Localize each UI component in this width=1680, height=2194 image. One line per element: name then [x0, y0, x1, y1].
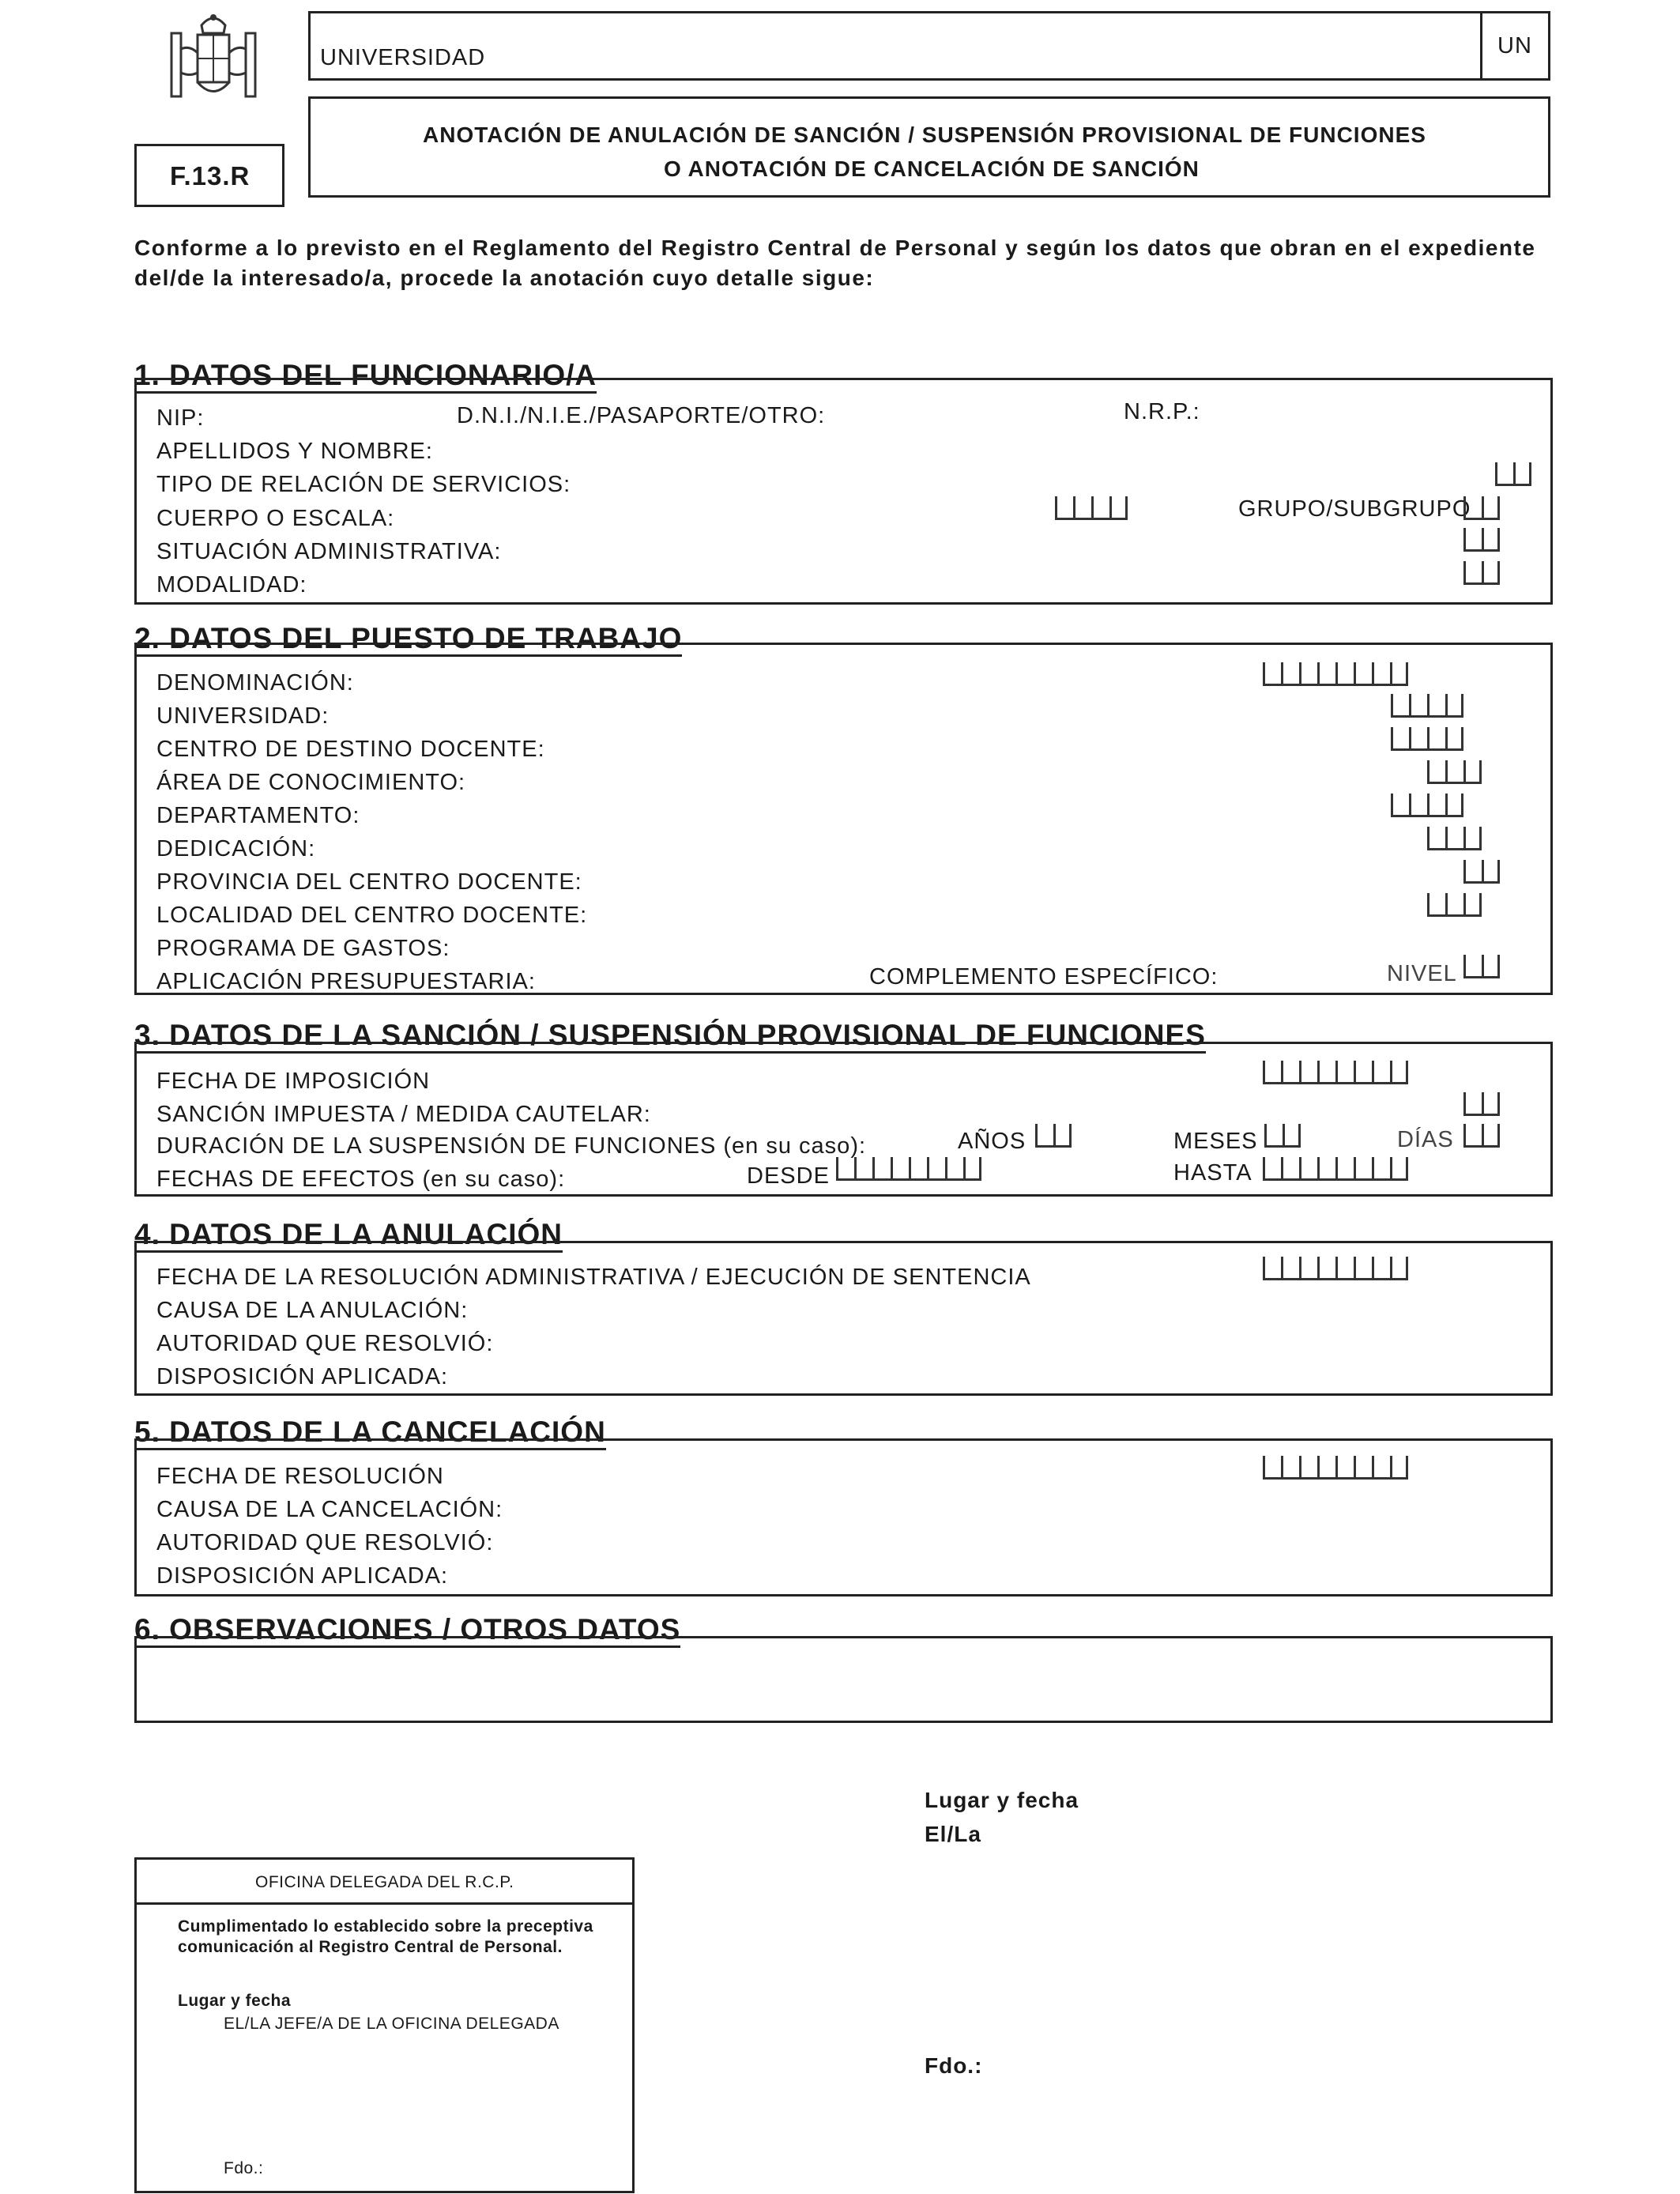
fecha-imposicion-boxes[interactable] — [1263, 1061, 1408, 1084]
anos-label: AÑOS — [958, 1129, 1026, 1154]
provincia-label: PROVINCIA DEL CENTRO DOCENTE: — [156, 869, 582, 895]
section3-title: 3. DATOS DE LA SANCIÓN / SUSPENSIÓN PROVISIONAL DE FUNCIONES — [134, 1020, 1206, 1054]
office-text1: Cumplimentado lo establecido sobre la preceptiva — [178, 1917, 593, 1936]
area-label: ÁREA DE CONOCIMIENTO: — [156, 770, 466, 795]
departamento-label: DEPARTAMENTO: — [156, 803, 360, 828]
section4-title: 4. DATOS DE LA ANULACIÓN — [134, 1219, 563, 1253]
fechas-label: FECHAS DE EFECTOS (en su caso): — [156, 1167, 566, 1192]
denominacion-boxes[interactable] — [1263, 662, 1408, 686]
el-la-label: El/La — [925, 1822, 981, 1846]
cuerpo-label: CUERPO O ESCALA: — [156, 506, 395, 531]
dni-label: D.N.I./N.I.E./PASAPORTE/OTRO: — [457, 403, 826, 428]
aplicacion-label: APLICACIÓN PRESUPUESTARIA: — [156, 969, 536, 994]
code-divider — [1480, 11, 1482, 81]
localidad-label: LOCALIDAD DEL CENTRO DOCENTE: — [156, 903, 588, 928]
university-field[interactable] — [308, 11, 1550, 81]
disposicion-cancelacion-label: DISPOSICIÓN APLICADA: — [156, 1563, 449, 1589]
desde-boxes[interactable] — [836, 1157, 981, 1181]
meses-boxes[interactable] — [1264, 1124, 1301, 1148]
complemento-label: COMPLEMENTO ESPECÍFICO: — [869, 964, 1219, 990]
office-text2: comunicación al Registro Central de Personal. — [178, 1938, 563, 1956]
observaciones-box[interactable] — [134, 1636, 1553, 1723]
title-line2: O ANOTACIÓN DE CANCELACIÓN DE SANCIÓN — [664, 156, 1200, 181]
fdo-label: Fdo.: — [925, 2053, 983, 2078]
lugar-fecha-label: Lugar y fecha — [925, 1788, 1079, 1812]
dedicacion-boxes[interactable] — [1427, 827, 1482, 850]
fecha-resolucion-boxes[interactable] — [1263, 1257, 1408, 1280]
code-label: UN — [1497, 33, 1532, 58]
university-label: UNIVERSIDAD — [320, 45, 486, 70]
form-id: F.13.R — [170, 161, 250, 190]
dias-label: DÍAS — [1397, 1127, 1454, 1152]
intro-line1: Conforme a lo previsto en el Reglamento del Registro Central de Personal y según los datos que obran en el expediente — [134, 236, 1536, 260]
office-title: OFICINA DELEGADA DEL R.C.P. — [255, 1873, 514, 1891]
nivel-boxes[interactable] — [1463, 955, 1500, 978]
situacion-boxes[interactable] — [1463, 528, 1500, 552]
modalidad-boxes[interactable] — [1463, 561, 1500, 585]
dedicacion-label: DEDICACIÓN: — [156, 836, 316, 861]
fecha-cancelacion-label: FECHA DE RESOLUCIÓN — [156, 1464, 444, 1489]
intro-line2: del/de la interesado/a, procede la anotación cuyo detalle sigue: — [134, 266, 875, 290]
section1-title: 1. DATOS DEL FUNCIONARIO/A — [134, 360, 597, 394]
programa-label: PROGRAMA DE GASTOS: — [156, 936, 450, 961]
autoridad-anulacion-label: AUTORIDAD QUE RESOLVIÓ: — [156, 1331, 494, 1356]
hasta-boxes[interactable] — [1263, 1157, 1408, 1181]
fecha-cancelacion-boxes[interactable] — [1263, 1456, 1408, 1480]
meses-label: MESES — [1173, 1129, 1258, 1154]
grupo-boxes[interactable] — [1463, 496, 1500, 520]
autoridad-cancelacion-label: AUTORIDAD QUE RESOLVIÓ: — [156, 1530, 494, 1555]
hasta-label: HASTA — [1173, 1160, 1252, 1186]
desde-label: DESDE — [747, 1163, 830, 1189]
office-lugar: Lugar y fecha — [178, 1992, 292, 2010]
section5-title: 5. DATOS DE LA CANCELACIÓN — [134, 1416, 606, 1450]
coat-of-arms-icon — [162, 9, 265, 112]
area-boxes[interactable] — [1427, 760, 1482, 784]
office-divider — [134, 1902, 635, 1905]
provincia-boxes[interactable] — [1463, 860, 1500, 884]
anos-boxes[interactable] — [1035, 1124, 1072, 1148]
grupo-label: GRUPO/SUBGRUPO — [1238, 496, 1471, 522]
section6-title: 6. OBSERVACIONES / OTROS DATOS — [134, 1614, 680, 1648]
nrp-label: N.R.P.: — [1124, 399, 1200, 424]
nip-label: NIP: — [156, 405, 205, 431]
office-jefe: EL/LA JEFE/A DE LA OFICINA DELEGADA — [224, 2015, 559, 2033]
dias-boxes[interactable] — [1463, 1124, 1500, 1148]
nivel-label: NIVEL — [1387, 961, 1457, 986]
section2-title: 2. DATOS DEL PUESTO DE TRABAJO — [134, 623, 682, 657]
fecha-resolucion-label: FECHA DE LA RESOLUCIÓN ADMINISTRATIVA / EJECUCIÓN DE SENTENCIA — [156, 1265, 1031, 1290]
centro-label: CENTRO DE DESTINO DOCENTE: — [156, 737, 545, 762]
causa-anulacion-label: CAUSA DE LA ANULACIÓN: — [156, 1298, 469, 1323]
departamento-boxes[interactable] — [1391, 794, 1463, 817]
universidad-label: UNIVERSIDAD: — [156, 703, 330, 729]
sancion-label: SANCIÓN IMPUESTA / MEDIDA CAUTELAR: — [156, 1102, 651, 1127]
tipo-label: TIPO DE RELACIÓN DE SERVICIOS: — [156, 472, 571, 497]
office-fdo: Fdo.: — [224, 2159, 264, 2177]
apellidos-label: APELLIDOS Y NOMBRE: — [156, 439, 433, 464]
sancion-boxes[interactable] — [1463, 1092, 1500, 1116]
fecha-imposicion-label: FECHA DE IMPOSICIÓN — [156, 1069, 431, 1094]
localidad-boxes[interactable] — [1427, 893, 1482, 917]
modalidad-label: MODALIDAD: — [156, 572, 307, 598]
disposicion-anulacion-label: DISPOSICIÓN APLICADA: — [156, 1364, 449, 1389]
universidad-boxes[interactable] — [1391, 694, 1463, 718]
tipo-boxes[interactable] — [1495, 462, 1531, 486]
causa-cancelacion-label: CAUSA DE LA CANCELACIÓN: — [156, 1497, 503, 1522]
centro-boxes[interactable] — [1391, 727, 1463, 751]
cuerpo-boxes[interactable] — [1055, 496, 1128, 520]
situacion-label: SITUACIÓN ADMINISTRATIVA: — [156, 539, 502, 564]
title-line1: ANOTACIÓN DE ANULACIÓN DE SANCIÓN / SUSPENSIÓN PROVISIONAL DE FUNCIONES — [423, 123, 1426, 147]
denominacion-label: DENOMINACIÓN: — [156, 670, 354, 696]
duracion-label: DURACIÓN DE LA SUSPENSIÓN DE FUNCIONES (en su caso): — [156, 1133, 867, 1159]
